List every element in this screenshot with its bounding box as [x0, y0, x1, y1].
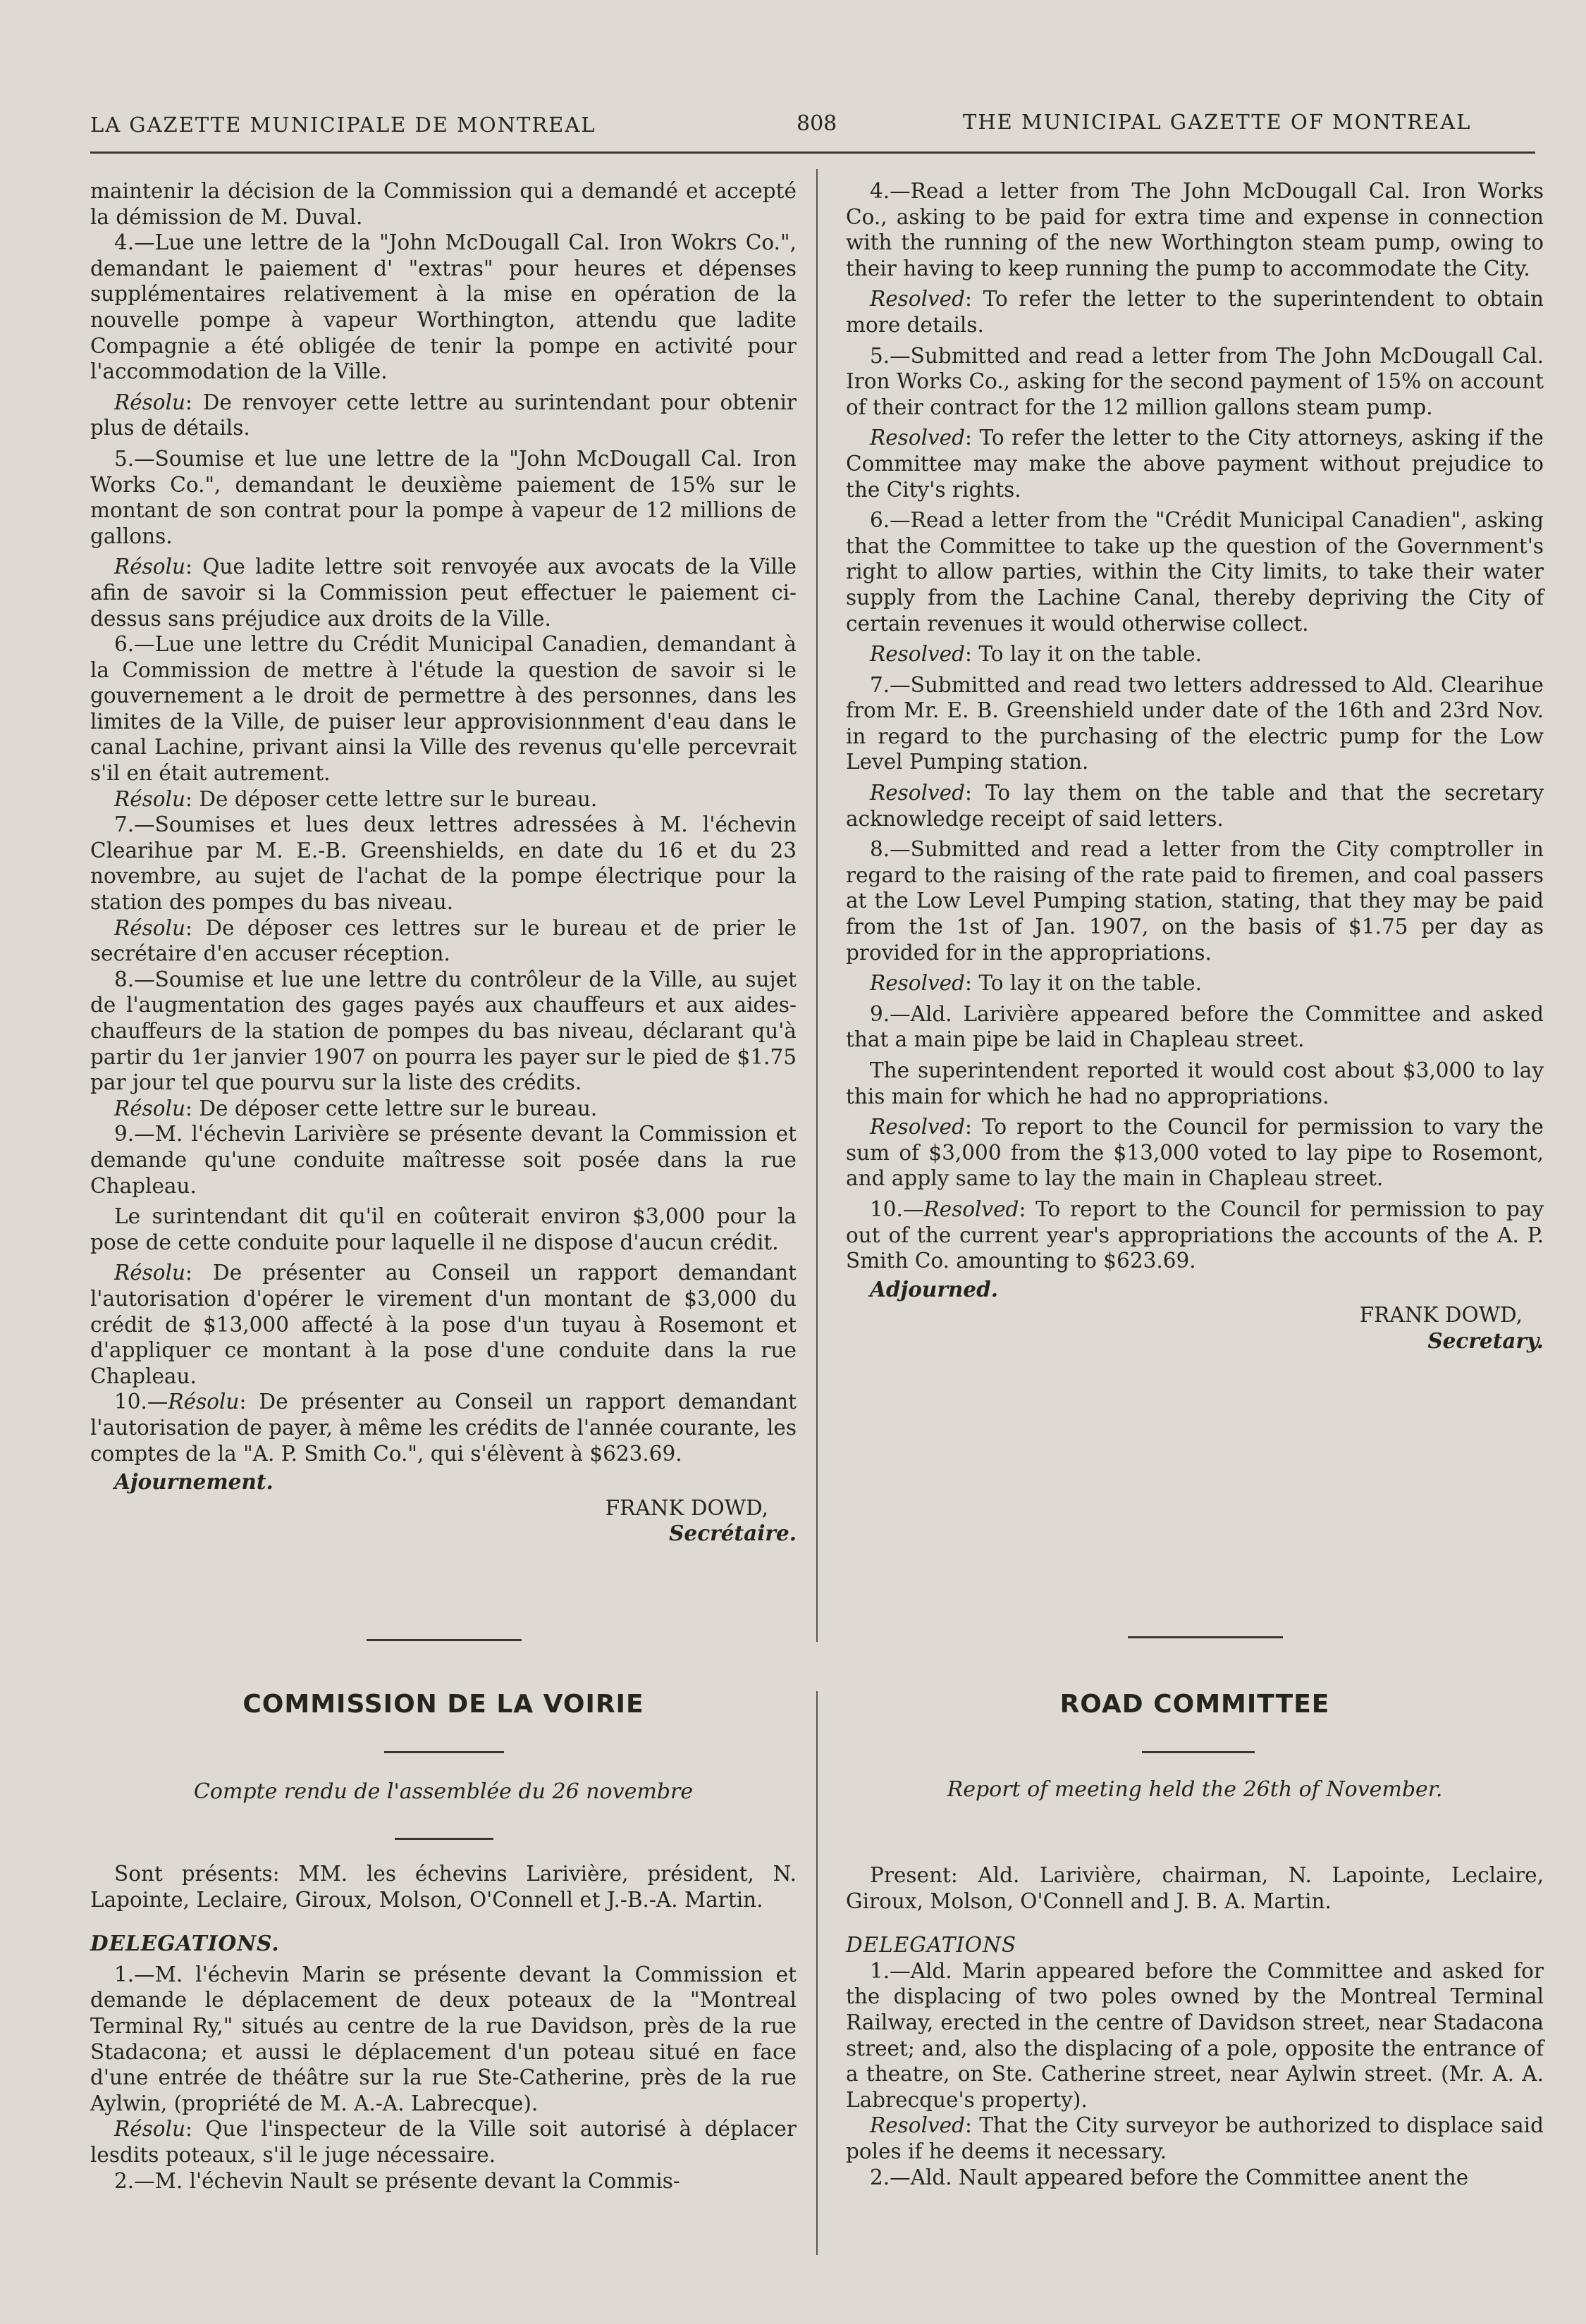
signature-name: FRANK DOWD, — [605, 1495, 768, 1520]
resolution: Résolu: De renvoyer cette lettre au surintendant pour obtenir plus de détails. — [90, 390, 797, 440]
page-header — [90, 106, 1528, 141]
signature-name: FRANK DOWD, — [1359, 1303, 1523, 1328]
section-rule-french — [367, 1639, 522, 1641]
paragraph: 8.—Submitted and read a letter from the City comptroller in regard to the raising of the rate paid to firemen, and coal passers at the Low Level Pumping station, stating, that they may be paid from the 1st of Jan. 1907, on the basis of $1.75 per day as provided for in the appropriations. — [846, 837, 1544, 965]
header-french-title: LA GAZETTE MUNICIPALE DE MONTREAL — [90, 113, 596, 137]
paragraph: 7.—Soumises et lues deux lettres adressées à M. l'échevin Clearihue par M. E.-B. Greenshields, en date du 16 et du 23 novembre, au sujet de l'achat de la pompe électrique pour la station des pompes du bas niveau. — [90, 812, 797, 915]
paragraph: 2.—M. l'échevin Nault se présente devant la Commis- — [114, 2168, 680, 2193]
paragraph: The superintendent reported it would cost about $3,000 to lay this main for which he had no appropriations. — [846, 1058, 1544, 1108]
paragraph: 6.—Lue une lettre du Crédit Municipal Canadien, demandant à la Commission de mettre à l'étude la question de savoir si le gouvernement a le droit de permettre à des personnes, dans les limites de la Ville, de puiser leur approvisionnment d'eau dans le canal Lachine, privant ainsi la Ville des revenus qu'elle percevrait s'il en était autrement. — [90, 632, 797, 786]
paragraph: 4.—Lue une lettre de la "John McDougall Cal. Iron Wokrs Co.", demandant le paiement d' "extras" pour heures et dépenses supplémentaires relativement à la mise en opération de la nouvelle pompe à vapeur Worthington, attendu que ladite Compagnie a été obligée de tenir la pompe en activité pour l'accommodation de la Ville. — [90, 230, 797, 384]
column-divider-bottom — [816, 1691, 818, 2255]
attendance: Sont présents: MM. les échevins Larivière, président, N. Lapointe, Leclaire, Giroux, Molson, O'Connell et J.-B.-A. Martin. — [90, 1862, 797, 1912]
resolution: Resolved: To lay it on the table. — [870, 971, 1203, 996]
column-divider-top — [816, 169, 818, 1642]
paragraph: 9.—M. l'échevin Larivière se présente devant la Commission et demande qu'une conduite maîtresse soit posée dans la rue Chapleau. — [90, 1122, 797, 1198]
paragraph: Le surintendant dit qu'il en coûterait environ $3,000 pour la pose de cette conduite pour laquelle il ne dispose d'aucun crédit. — [90, 1204, 797, 1254]
section-subtitle-french: Compte rendu de l'assemblée du 26 novembre — [193, 1779, 694, 1804]
resolution: Résolu: De déposer cette lettre sur le bureau. — [114, 786, 598, 811]
paragraph: 8.—Soumise et lue une lettre du contrôleur de la Ville, au sujet de l'augmentation des gages payés aux chauffeurs et aux aides-chauffeurs de la station de pompes du bas niveau, déclarant qu'à partir du 1er janvier 1907 on pourra les payer sur le pied de $1.75 par jour tel que pourvu sur la liste des crédits. — [90, 967, 797, 1095]
delegations-heading: DELEGATIONS. — [90, 1931, 280, 1956]
section-subtitle-english: Report of meeting held the 26th of November. — [947, 1777, 1443, 1802]
adjournment: Ajournement. — [114, 1469, 273, 1495]
english-minutes-column — [846, 178, 1544, 1354]
paragraph: 1.—Ald. Marin appeared before the Committee and asked for the displacing of two poles owned by the Montreal Terminal Railway, erected in the centre of Davidson street, near Stadacona street; and, also the displacing of a pole, opposite the entrance of a theatre, on Ste. Catherine street, near Aylwin street. (Mr. A. A. Labrecque's property). — [846, 1958, 1544, 2112]
resolution: Résolu: Que ladite lettre soit renvoyée aux avocats de la Ville afin de savoir si la Commission peut effectuer le paiement ci-dessus sans préjudice aux droits de la Ville. — [90, 555, 797, 631]
resolution: Résolu: Que l'inspecteur de la Ville soit autorisé à déplacer lesdits poteaux, s'il le juge nécessaire. — [90, 2117, 797, 2167]
resolution: Resolved: To lay them on the table and that the secretary acknowledge receipt of said letters. — [846, 781, 1544, 831]
page-number: 808 — [797, 111, 837, 136]
paragraph: 4.—Read a letter from The John McDougall Cal. Iron Works Co., asking to be paid for extra time and expense in connection with the running of the new Worthington steam pump, owing to their having to keep running the pump to accommodate the City. — [846, 179, 1544, 280]
resolution: Resolved: To refer the letter to the superintendent to obtain more details. — [846, 287, 1544, 337]
title-rule-english — [1142, 1751, 1255, 1753]
header-english-title: THE MUNICIPAL GAZETTE OF MONTREAL — [963, 110, 1472, 134]
french-minutes-column — [90, 178, 797, 1547]
paragraph: 5.—Soumise et lue une lettre de la "John McDougall Cal. Iron Works Co.", demandant le deuxième paiement de 15% sur le montant de son contrat pour la pompe à vapeur de 12 millions de gallons. — [90, 446, 797, 548]
resolution: 10.—Résolu: De présenter au Conseil un rapport demandant l'autorisation de payer, à même les crédits de l'année courante, les comptes de la "A. P. Smith Co.", qui s'élèvent à $623.69. — [90, 1390, 797, 1466]
title-rule-french — [384, 1751, 504, 1753]
resolution: Resolved: To refer the letter to the City attorneys, asking if the Committee may make the above payment without prejudice to the City's rights. — [846, 426, 1544, 502]
paragraph: 7.—Submitted and read two letters addressed to Ald. Clearihue from Mr. E. B. Greenshield under date of the 16th and 23rd Nov. in regard to the purchasing of the electric pump for the Low Level Pumping station. — [846, 672, 1544, 774]
resolution: Résolu: De présenter au Conseil un rapport demandant l'autorisation d'opérer le virement d'un montant de $3,000 du crédit de $13,000 affecté à la pose d'un tuyau à Rosemont et d'appliquer ce montant à la pose d'une conduite dans la rue Chapleau. — [90, 1261, 797, 1388]
section-title-french: COMMISSION DE LA VOIRIE — [242, 1690, 644, 1719]
resolution: 10.—Resolved: To report to the Council for permission to pay out of the current year's appropriations the accounts of the A. P. Smith Co. amounting to $623.69. — [846, 1197, 1544, 1273]
adjournment: Adjourned. — [870, 1276, 998, 1302]
paragraph: 6.—Read a letter from the "Crédit Municipal Canadien", asking that the Committee to take up the question of the Government's right to allow parties, within the City limits, to take their water supply from the Lachine Canal, thereby depriving the City of certain revenues it would otherwise collect. — [846, 508, 1544, 636]
header-rule — [90, 152, 1535, 154]
subtitle-rule-french — [395, 1838, 493, 1840]
delegations-heading: DELEGATIONS — [846, 1933, 1017, 1958]
paragraph: 9.—Ald. Larivière appeared before the Committee and asked that a main pipe be laid in Chapleau street. — [846, 1001, 1544, 1052]
resolution: Résolu: De déposer ces lettres sur le bureau et de prier le secrétaire d'en accuser réception. — [90, 915, 797, 966]
resolution: Resolved: That the City surveyor be authorized to displace said poles if he deems it necessary. — [846, 2113, 1544, 2163]
english-road-committee-column — [846, 1862, 1544, 2190]
paragraph: 1.—M. l'échevin Marin se présente devant la Commission et demande le déplacement de deux poteaux de la "Montreal Terminal Ry," situés au centre de la rue Davidson, près de la rue Stadacona; et aussi le déplacement d'un poteau situé en face d'une entrée de théâtre sur la rue Ste-Catherine, près de la rue Aylwin, (propriété de M. A.-A. Labrecque). — [90, 1962, 797, 2115]
paragraph: 2.—Ald. Nault appeared before the Committee anent the — [870, 2165, 1469, 2189]
signature-title: Secrétaire. — [669, 1521, 797, 1546]
french-road-committee-column — [90, 1861, 797, 2194]
resolution: Resolved: To lay it on the table. — [870, 642, 1203, 667]
paragraph: 5.—Submitted and read a letter from The John McDougall Cal. Iron Works Co., asking for the second payment of 15% on account of their contract for the 12 million gallons steam pump. — [846, 343, 1544, 419]
resolution: Resolved: To report to the Council for permission to vary the sum of $3,000 from the $13,000 voted to lay pipe to Rosemont, and apply same to lay the main in Chapleau street. — [846, 1115, 1544, 1191]
paragraph: maintenir la décision de la Commission qui a demandé et accepté la démission de M. Duval. — [90, 179, 797, 229]
signature-title: Secretary. — [1427, 1328, 1544, 1353]
attendance: Present: Ald. Larivière, chairman, N. Lapointe, Leclaire, Giroux, Molson, O'Connell and J. B. A. Martin. — [846, 1863, 1544, 1913]
resolution: Résolu: De déposer cette lettre sur le bureau. — [114, 1096, 598, 1120]
section-title-english: ROAD COMMITTEE — [1059, 1690, 1330, 1719]
section-rule-english — [1128, 1636, 1283, 1638]
